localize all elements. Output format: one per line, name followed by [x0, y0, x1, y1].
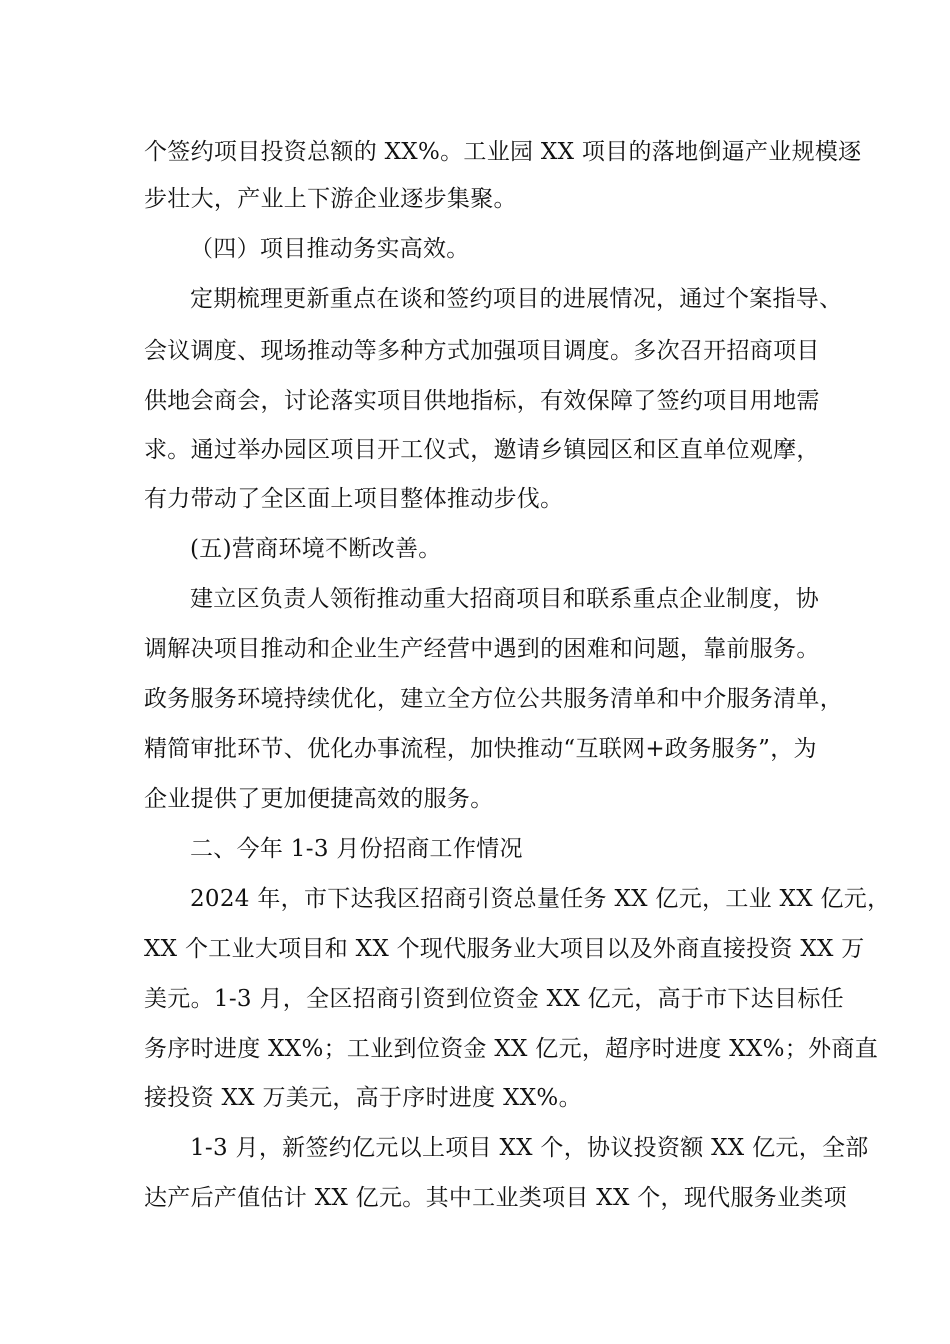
text-line: 步壮大，产业上下游企业逐步集聚。 [144, 186, 517, 212]
text-line: 个签约项目投资总额的 XX%。工业园 XX 项目的落地倒逼产业规模逐 [144, 139, 862, 165]
section-heading: 二、今年 1-3 月份招商工作情况 [190, 836, 523, 862]
text-line: 接投资 XX 万美元，高于序时进度 XX%。 [144, 1085, 582, 1111]
text-line: 2024 年，市下达我区招商引资总量任务 XX 亿元，工业 XX 亿元， [190, 886, 891, 912]
text-line: 1-3 月，新签约亿元以上项目 XX 个，协议投资额 XX 亿元，全部 [190, 1135, 869, 1161]
text-line: 达产后产值估计 XX 亿元。其中工业类项目 XX 个，现代服务业类项 [144, 1185, 847, 1211]
text-line: 企业提供了更加便捷高效的服务。 [144, 786, 494, 812]
text-line: 建立区负责人领衔推动重大招商项目和联系重点企业制度，协 [190, 586, 820, 612]
section-heading: (五)营商环境不断改善。 [190, 536, 442, 562]
text-line: XX 个工业大项目和 XX 个现代服务业大项目以及外商直接投资 XX 万 [144, 936, 865, 962]
text-line: 调解决项目推动和企业生产经营中遇到的困难和问题，靠前服务。 [144, 636, 820, 662]
text-line: 美元。1-3 月，全区招商引资到位资金 XX 亿元，高于市下达目标任 [144, 986, 844, 1012]
text-line: 供地会商会，讨论落实项目供地指标，有效保障了签约项目用地需 [144, 388, 820, 414]
text-line: 会议调度、现场推动等多种方式加强项目调度。多次召开招商项目 [144, 338, 820, 364]
text-line: 定期梳理更新重点在谈和签约项目的进展情况，通过个案指导、 [190, 286, 843, 312]
text-line: 政务服务环境持续优化，建立全方位公共服务清单和中介服务清单， [144, 686, 843, 712]
text-line: 务序时进度 XX%；工业到位资金 XX 亿元，超序时进度 XX%；外商直 [144, 1036, 878, 1062]
text-line: 有力带动了全区面上项目整体推动步伐。 [144, 486, 564, 512]
section-heading: （四）项目推动务实高效。 [190, 236, 470, 262]
text-line: 求。通过举办园区项目开工仪式，邀请乡镇园区和区直单位观摩， [144, 437, 820, 463]
text-line: 精简审批环节、优化办事流程，加快推动“互联网+政务服务”，为 [144, 736, 817, 762]
